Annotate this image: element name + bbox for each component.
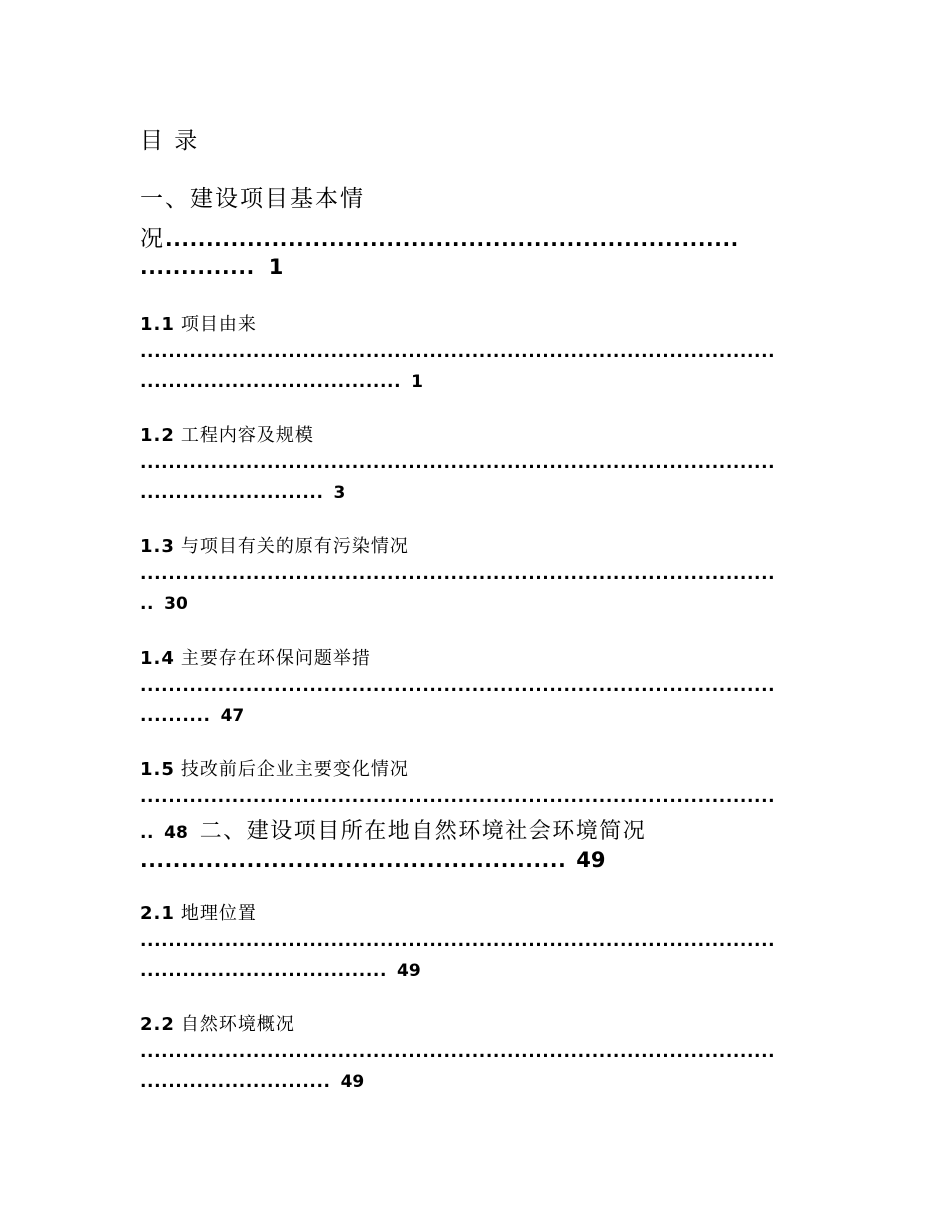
leader-dots: .. [140,594,155,614]
toc-entry-1-line2[interactable] [140,220,739,253]
section-title: 技改前后企业主要变化情况 [180,759,409,780]
page-number: 49 [397,961,421,981]
toc-entry-1-page: 1 [268,255,284,279]
leader-dots: .............. [140,255,255,279]
leader-dots: ................................... [140,961,388,981]
leader-dots: .......................... [140,483,324,503]
page-number: 49 [340,1072,365,1092]
page-number: 47 [220,706,245,726]
toc-entry-2-1[interactable] [140,899,257,925]
toc-entry-1-2-page-line [140,483,345,503]
toc-entry-2-2-page-line [140,1072,364,1092]
toc-entry-1-4-page-line [140,706,244,726]
section-title: 主要存在环保问题举措 [180,648,371,669]
leader-dots: .................................................... [140,848,567,872]
toc-entry-1-3-page-line [140,594,188,614]
page-number: 3 [333,483,346,503]
section-number: 1.2 [140,425,175,446]
section-number: 2.1 [140,903,175,924]
toc-entry-1-line3[interactable] [140,255,283,279]
toc-entry-1-5[interactable] [140,755,409,781]
section-title: 工程内容及规模 [180,425,314,446]
leader-dots: .......................................................................................... [140,676,776,696]
section-title: 与项目有关的原有污染情况 [180,536,409,557]
toc-entry-1-2[interactable] [140,421,314,447]
toc-entry-2-title[interactable]: 二、建设项目所在地自然环境社会环境简况 [199,819,647,844]
page-number: 30 [164,594,188,614]
toc-entry-1-title-cont: 况 [140,226,165,252]
leader-dots: ..................................... [140,372,402,392]
section-number: 1.3 [140,536,175,557]
page-number: 48 [164,823,188,843]
page-number: 1 [411,372,423,392]
toc-entry-1-5-page-line [140,814,646,845]
leader-dots: .......................................................................................... [140,787,776,807]
page-number: 49 [576,848,606,872]
toc-entry-1-3[interactable] [140,532,409,558]
toc-entry-2-2[interactable] [140,1010,295,1036]
leader-dots: .......................................................................................... [140,1042,776,1062]
section-number: 1.1 [140,314,175,335]
section-number: 2.2 [140,1014,175,1035]
leader-dots: ........................... [140,1072,331,1092]
leader-dots: .. [140,823,155,843]
toc-entry-1-1[interactable] [140,310,257,336]
section-title: 地理位置 [180,903,257,924]
leader-dots: .......................................................................................... [140,564,776,584]
leader-dots: .......................................................................................... [140,931,776,951]
section-number: 1.5 [140,759,175,780]
leader-dots: .......... [140,706,211,726]
leader-dots: .......................................................................................... [140,342,776,362]
toc-entry-1-title[interactable]: 一、建设项目基本情 [140,186,365,212]
section-number: 1.4 [140,648,175,669]
leader-dots: .......................................................................................... [140,453,776,473]
section-title: 自然环境概况 [180,1014,295,1035]
toc-title: 目 录 [140,128,200,154]
toc-entry-2-1-page-line [140,961,421,981]
section-title: 项目由来 [180,314,257,335]
toc-entry-1-1-page-line [140,372,423,392]
toc-entry-1-4[interactable] [140,644,371,670]
leader-dots: ...................................................................... [165,227,739,251]
toc-entry-2-page-line [140,848,606,872]
